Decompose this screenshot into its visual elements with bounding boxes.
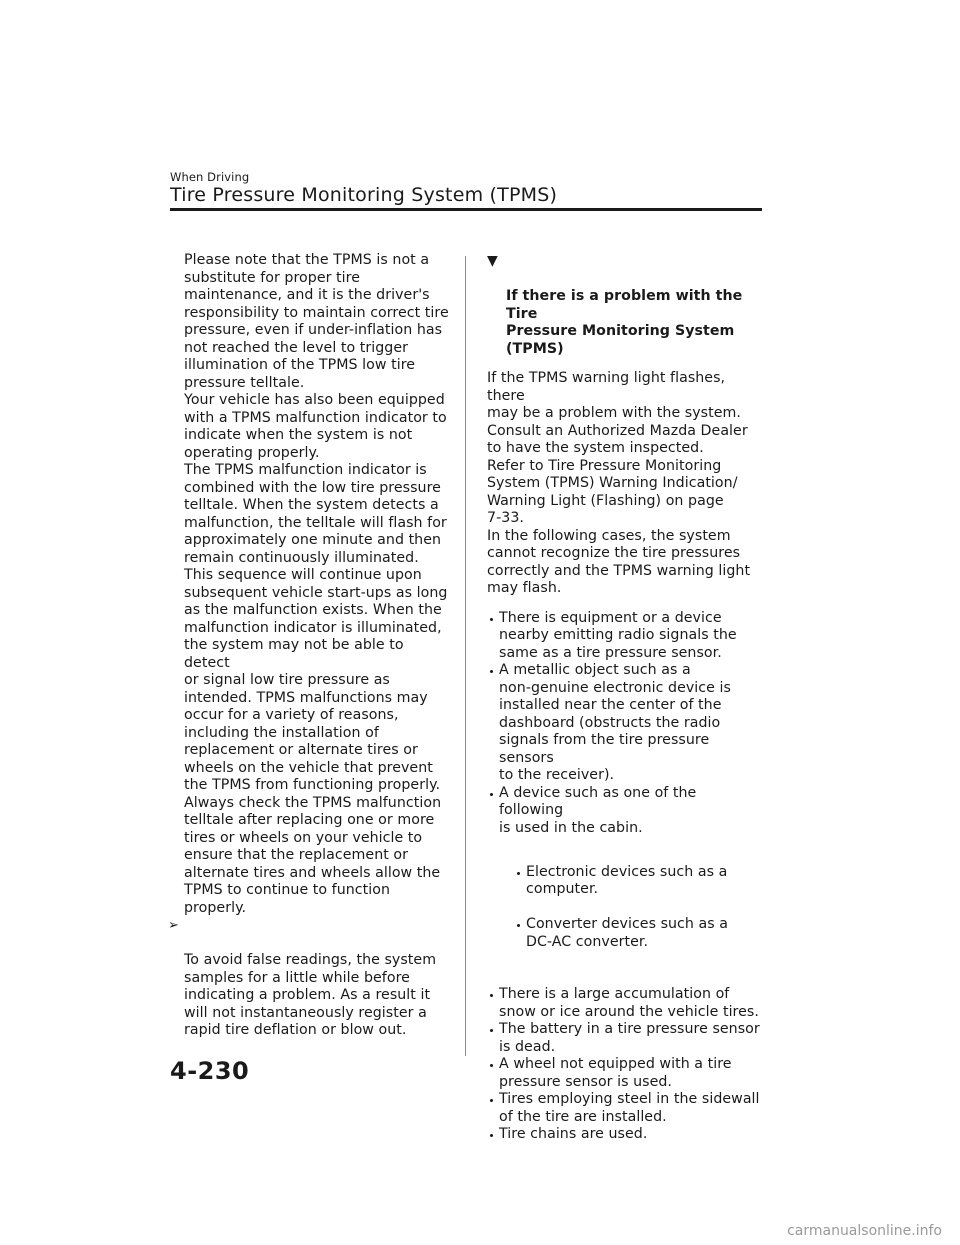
list-item-text: A wheel not equipped with a tire pressure sensor is used. (499, 1056, 732, 1090)
bullet-dot-icon (490, 793, 493, 796)
warning-intro-paragraph: If the TPMS warning light flashes, there may be a problem with the system. Consult an Authorized Mazda Dealer to have the system inspected. Refer to Tire Pressure Monitoring System (TPMS) Warning Indication/ Warning Light (Flashing) on page 7-33. In the following cases, the system cannot recognize the tire pressures correctly and the TPMS warning light may flash. (487, 370, 751, 596)
list-item (487, 1126, 765, 1144)
bullet-dot-icon (490, 618, 493, 621)
list-item (487, 986, 765, 1021)
false-readings-text: To avoid false readings, the system samples for a little while before indicating a problem. As a result it will not instantaneously register a rapid tire deflation or blow out. (184, 952, 437, 1038)
watermark: carmanualsonline.info (787, 1223, 942, 1239)
false-readings-note (168, 917, 452, 1040)
tpms-maintenance-paragraph: Please note that the TPMS is not a substitute for proper tire maintenance, and it is the driver's responsibility to maintain correct tire pressure, even if under-inflation has not reached the level to trigger illumination of the TPMS low tire pressure telltale. Your vehicle has also been equipped with a TPMS malfunction indicator to indicate when the system is not operating properly. The TPMS malfunction indicator is combined with the low tire pressure telltale. When the system detects a malfunction, the telltale will flash for approximately one minute and then remain continuously illuminated. This sequence will continue upon subsequent vehicle start-ups as long as the malfunction exists. When the malfunction indicator is illuminated, the system may not be able to detect or signal low tire pressure as intended. TPMS malfunctions may occur for a variety of reasons, including the installation of replacement or alternate tires or wheels on the vehicle that prevent the TPMS from functioning properly. Always check the TPMS malfunction telltale after replacing one or more tires or wheels on your vehicle to ensure that the replacement or alternate tires and wheels allow the TPMS to continue to function properly. (184, 252, 449, 916)
bullet-dot-icon (517, 924, 520, 927)
list-item (487, 610, 765, 663)
triangle-down-icon: ▼ (487, 253, 498, 269)
sub-list-item (514, 864, 765, 899)
bullet-dot-icon (490, 670, 493, 673)
list-item-text: A device such as one of the following is used in the cabin. (499, 784, 697, 836)
bullet-dot-icon (490, 1099, 493, 1102)
list-item (487, 662, 765, 785)
list-item-text: There is a large accumulation of snow or ice around the vehicle tires. (499, 986, 759, 1020)
bullet-dot-icon (490, 1064, 493, 1067)
list-item (487, 1056, 765, 1091)
list-item-text: There is equipment or a device nearby emitting radio signals the same as a tire pressure sensor. (499, 609, 737, 661)
list-item (487, 785, 765, 987)
list-item (487, 1091, 765, 1126)
section-label: When Driving (170, 170, 250, 184)
page-title: Tire Pressure Monitoring System (TPMS) (170, 184, 558, 206)
column-divider (465, 256, 466, 1056)
sub-list-item-text: Converter devices such as a DC-AC converter. (526, 916, 728, 950)
list-item-text: The battery in a tire pressure sensor is dead. (499, 1021, 760, 1055)
bullet-dot-icon (517, 872, 520, 875)
arrow-bullet-icon: ➢ (168, 918, 179, 933)
page-number: 4-230 (170, 1057, 250, 1085)
right-column (487, 253, 765, 1144)
problem-heading-text: If there is a problem with the Tire Pressure Monitoring System (TPMS) (506, 288, 743, 357)
sub-list-item (514, 916, 765, 951)
list-item (487, 1021, 765, 1056)
sub-list-item-text: Electronic devices such as a computer. (526, 863, 728, 897)
list-item-text: A metallic object such as a non-genuine electronic device is installed near the center of the dashboard (obstructs the radio signals from the tire pressure sensors to the receiver). (499, 662, 731, 783)
list-item-text: Tires employing steel in the sidewall of the tire are installed. (499, 1091, 760, 1125)
bullet-dot-icon (490, 994, 493, 997)
list-item-text: Tire chains are used. (499, 1126, 648, 1142)
bullet-dot-icon (490, 1029, 493, 1032)
problem-heading (487, 253, 765, 358)
cases-list (487, 610, 765, 1144)
device-sublist (514, 846, 765, 969)
title-underline (170, 208, 762, 211)
bullet-dot-icon (490, 1134, 493, 1137)
left-column (168, 252, 452, 1040)
